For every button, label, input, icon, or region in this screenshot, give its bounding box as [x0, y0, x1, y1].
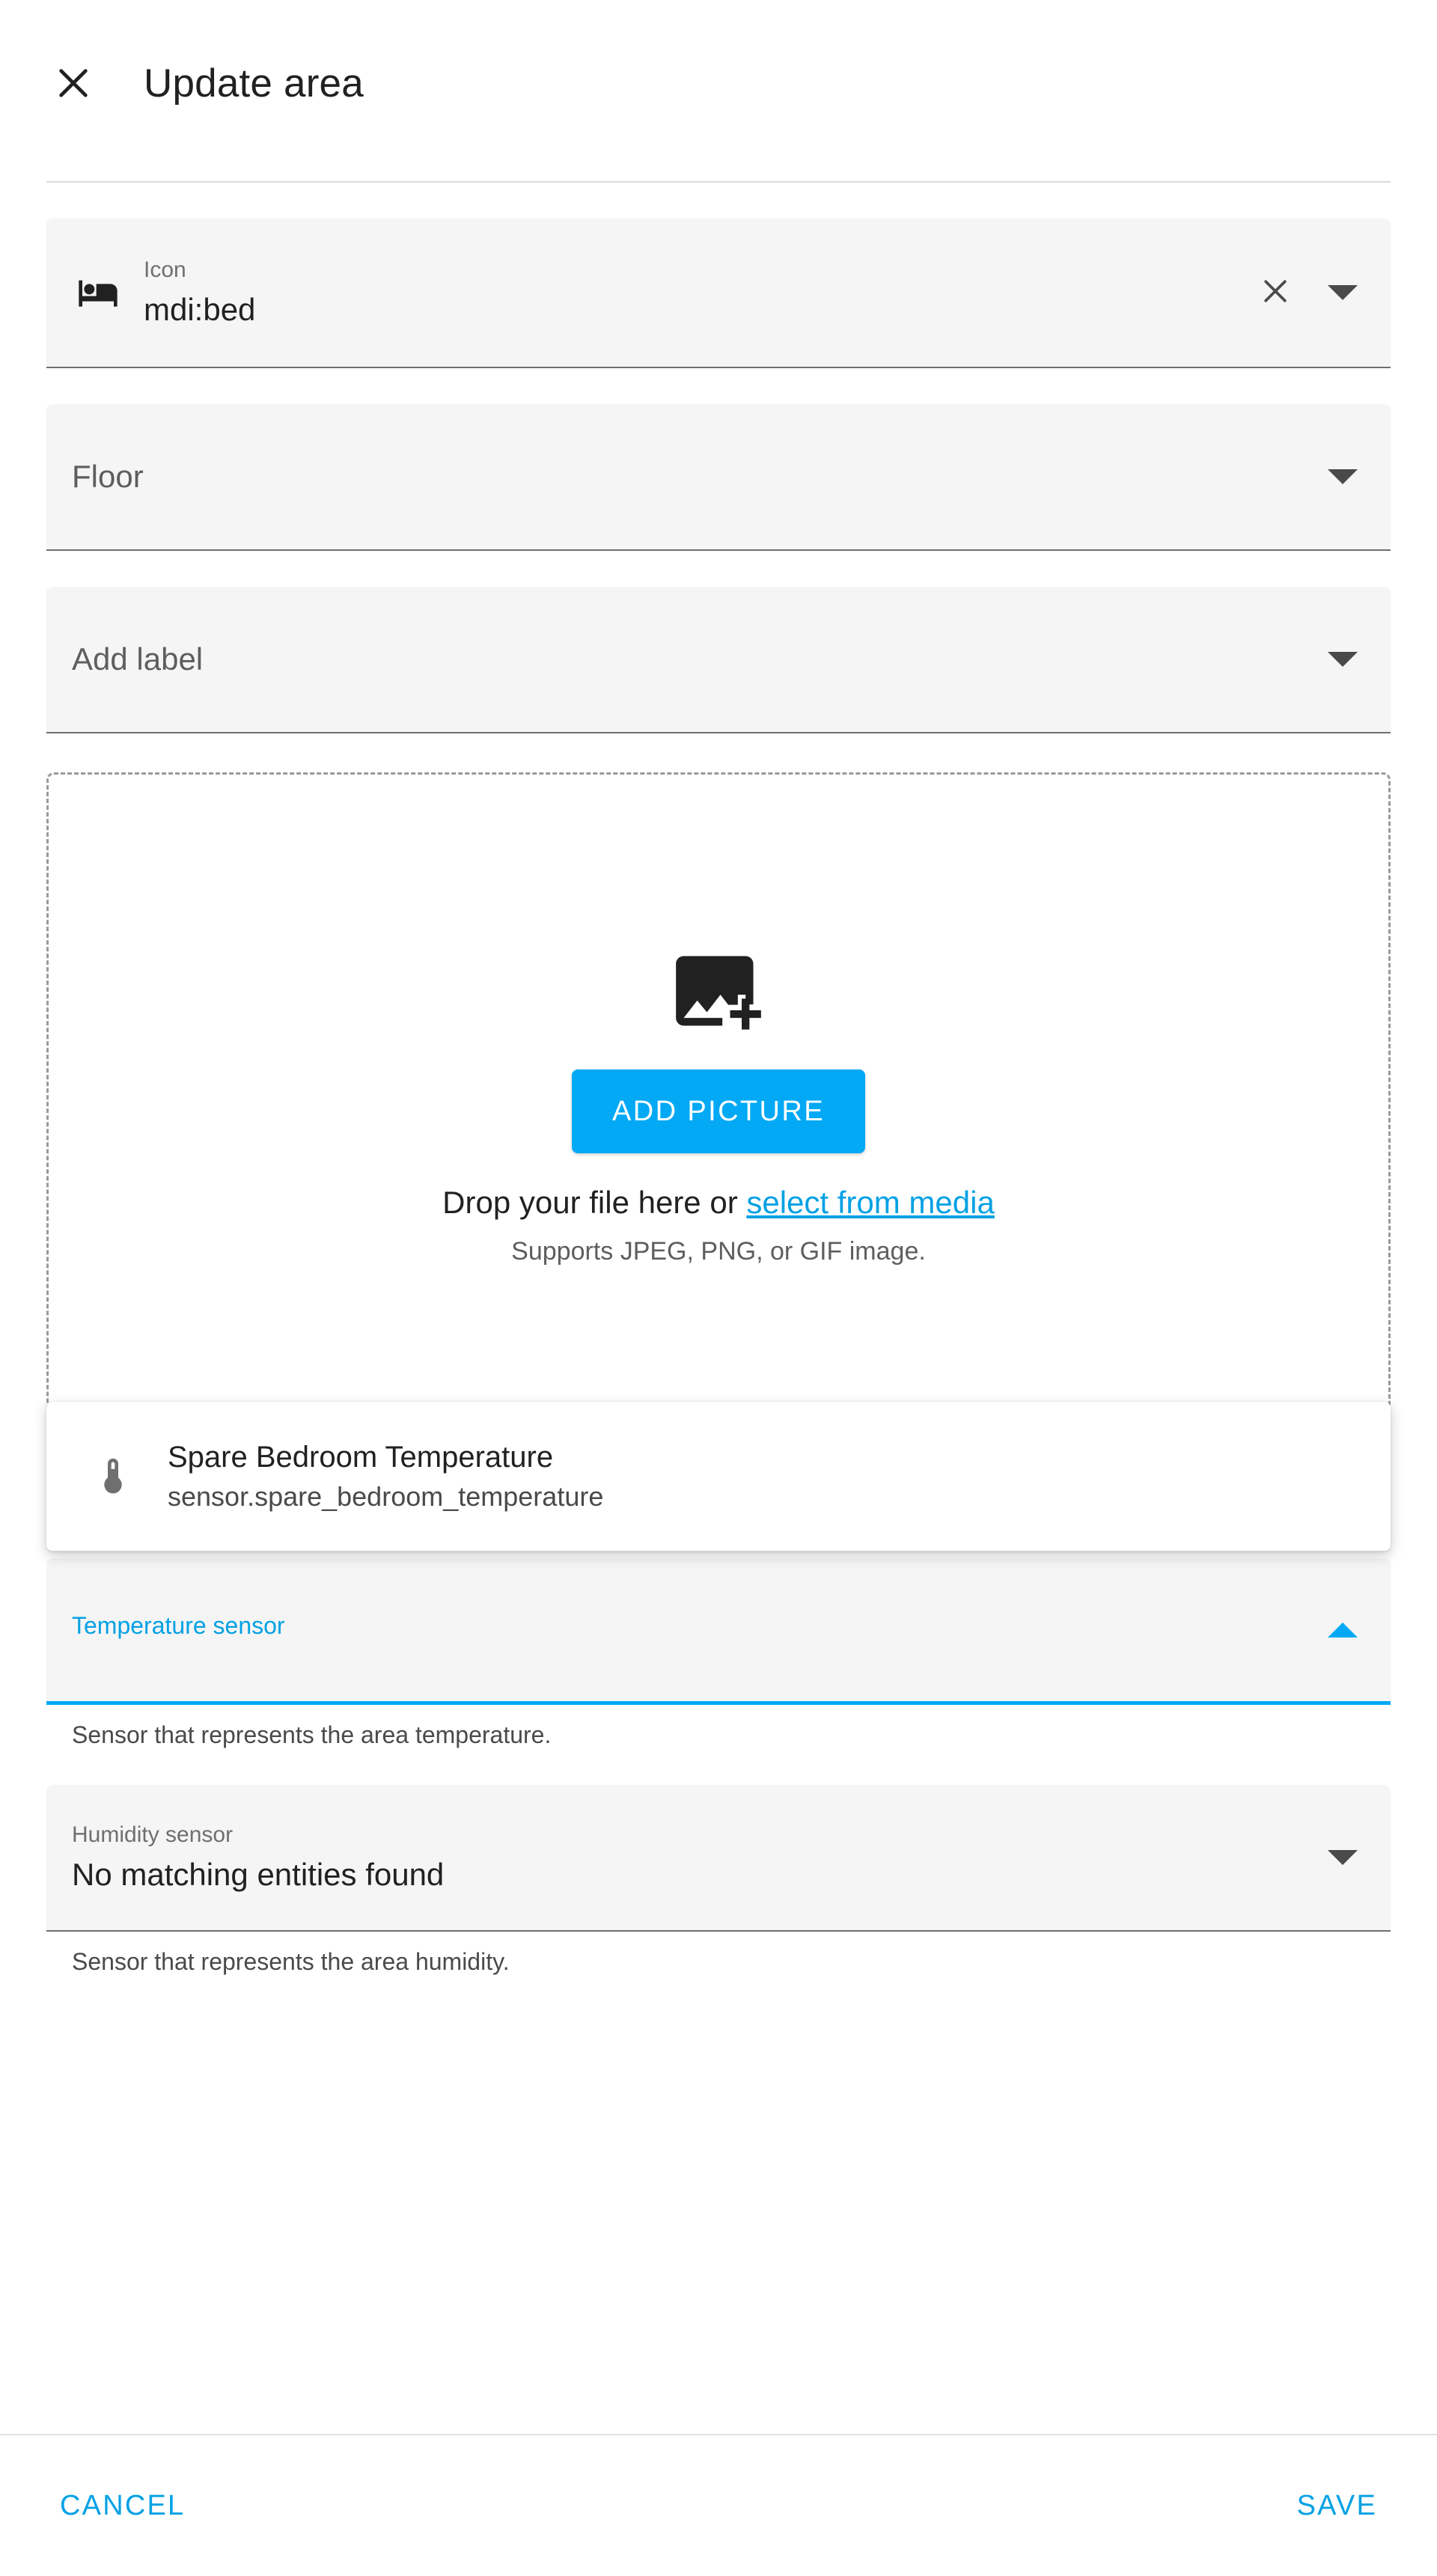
temperature-field-body [72, 1611, 1305, 1647]
floor-dropdown-toggle[interactable] [1320, 454, 1365, 499]
page-title: Update area [144, 61, 364, 106]
humidity-field-trailing [1320, 1835, 1365, 1880]
label-dropdown-toggle[interactable] [1320, 637, 1365, 682]
thermometer-icon [79, 1456, 147, 1498]
temperature-field-label: Temperature sensor [72, 1612, 285, 1640]
humidity-field-value: No matching entities found [72, 1856, 445, 1892]
image-plus-icon [672, 944, 765, 1041]
humidity-field-body [72, 1822, 1305, 1893]
top-divider [46, 181, 1391, 183]
bed-icon [72, 272, 124, 314]
temperature-field-trailing [1320, 1608, 1365, 1652]
add-label-trailing [1320, 637, 1365, 682]
floor-field[interactable] [46, 404, 1391, 551]
temperature-helper-text: Sensor that represents the area temperature. [72, 1721, 552, 1748]
add-label-field[interactable] [46, 587, 1391, 733]
humidity-helper-text: Sensor that represents the area humidity. [72, 1948, 510, 1975]
picture-dropzone[interactable] [46, 772, 1391, 1438]
drop-instruction [442, 1185, 995, 1221]
floor-field-trailing [1320, 454, 1365, 499]
dialog-header [0, 0, 1437, 166]
dialog-body [0, 166, 1437, 2434]
select-from-media-link[interactable]: select from media [746, 1185, 995, 1220]
close-dialog-button[interactable] [42, 52, 105, 115]
list-item[interactable] [46, 1421, 1391, 1531]
icon-field-body [144, 257, 1238, 329]
icon-field[interactable] [46, 219, 1391, 368]
add-label-placeholder: Add label [72, 641, 204, 677]
temperature-sensor-field[interactable] [46, 1558, 1391, 1705]
entity-id: sensor.spare_bedroom_temperature [168, 1481, 604, 1513]
drop-instruction-text: Drop your file here or [442, 1185, 747, 1220]
humidity-dropdown-toggle[interactable] [1320, 1835, 1365, 1880]
form-content [0, 219, 1437, 2066]
chevron-up-icon [1328, 1623, 1358, 1638]
chevron-down-icon [1328, 652, 1358, 667]
chevron-down-icon [1328, 285, 1358, 300]
save-button[interactable]: SAVE [1284, 2472, 1391, 2540]
floor-field-body [72, 458, 1305, 495]
bottom-spacer [46, 1976, 1391, 2066]
suggestion-text [168, 1438, 603, 1515]
chevron-down-icon [1328, 469, 1358, 484]
add-picture-button[interactable]: ADD PICTURE [572, 1069, 865, 1153]
icon-dropdown-toggle[interactable] [1320, 270, 1365, 315]
humidity-field-label: Humidity sensor [72, 1822, 234, 1847]
icon-field-label: Icon [144, 257, 186, 282]
floor-field-placeholder: Floor [72, 458, 144, 494]
temperature-sensor-picker [46, 1441, 1391, 1705]
icon-field-trailing [1253, 270, 1365, 315]
icon-field-value: mdi:bed [144, 291, 256, 327]
add-label-field-body [72, 641, 1305, 678]
close-icon [52, 62, 94, 104]
humidity-sensor-field[interactable] [46, 1785, 1391, 1932]
supported-formats-text: Supports JPEG, PNG, or GIF image. [511, 1237, 926, 1266]
temperature-dropdown-toggle[interactable] [1320, 1608, 1365, 1652]
entity-name: Spare Bedroom Temperature [168, 1441, 554, 1474]
clear-icon-button[interactable] [1253, 270, 1298, 315]
close-icon [1259, 275, 1292, 311]
dialog-footer [0, 2434, 1437, 2576]
entity-suggestion-list [46, 1402, 1391, 1551]
cancel-button[interactable]: CANCEL [46, 2472, 198, 2540]
chevron-down-icon [1328, 1850, 1358, 1865]
